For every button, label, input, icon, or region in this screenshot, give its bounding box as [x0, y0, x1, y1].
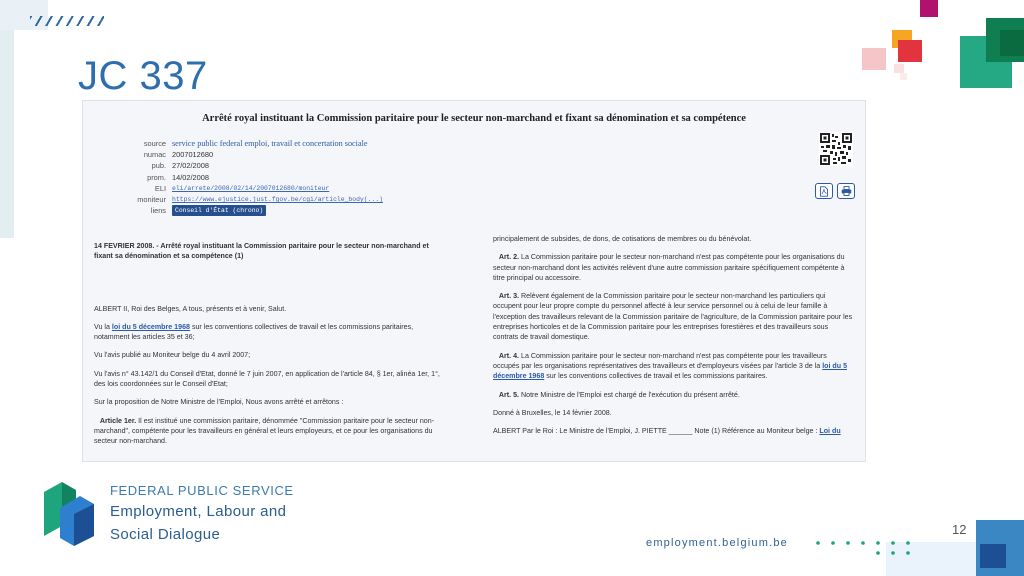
paragraph-albert: ALBERT II, Roi des Belges, A tous, présents et à venir, Salut.	[94, 304, 287, 313]
org-name-line2: Employment, Labour and	[110, 503, 287, 520]
loi-du-link[interactable]: Loi du	[819, 427, 841, 436]
qr-code-icon	[819, 132, 853, 166]
paragraph-vu-avis: Vu l'avis publié au Moniteur belge du 4 avril 2007;	[94, 351, 251, 360]
meta-row-source: source service public federal emploi, travail et concertation sociale	[143, 139, 368, 148]
dots-decoration	[816, 540, 916, 558]
paragraph-conseil-etat: Vu l'avis n° 43.142/1 du Conseil d'Etat, donné le 7 juin 2007, en application de l'article 84, § 1er, alinéa 1er, 1°, des lois coordonnées sur le Conseil d'Etat;	[94, 369, 440, 389]
meta-row-pub: pub. 27/02/2008	[151, 161, 209, 171]
print-icon	[841, 186, 852, 196]
website-url: employment.belgium.be	[646, 537, 788, 549]
org-name-line3: Social Dialogue	[110, 526, 221, 543]
paragraph-proposition: Sur la proposition de Notre Ministre de l'Emploi, Nous avons arrêté et arrêtons :	[94, 398, 344, 407]
source-link[interactable]: service public federal emploi, travail et concertation sociale	[172, 139, 368, 148]
meta-row-moniteur: moniteur https://www.ejustice.just.fgov.be/cgi/article_body(...)	[137, 195, 383, 205]
left-accent-bar	[0, 0, 14, 238]
article-1: Article 1er. Il est institué une commission paritaire, dénommée "Commission paritaire pour le secteur non-marchand", compétente pour les travailleurs en général et leurs employeurs, et ce pour les organisations du secteur non-marchand.	[94, 416, 435, 446]
meta-row-prom: prom. 14/02/2008	[147, 172, 209, 182]
meta-row-numac: numac 2007012680	[143, 150, 214, 160]
document-heading: Arrêté royal instituant la Commission paritaire pour le secteur non-marchand et fixant sa dénomination et sa compétence	[202, 113, 746, 124]
paragraph-signature: ALBERT Par le Roi : Le Ministre de l'Emploi, J. PIETTE ______ Note (1) Référence au Moniteur belge : Loi du	[493, 427, 841, 436]
meta-row-eli: ELI eli/arrete/2008/02/14/2007012680/moniteur	[154, 183, 330, 193]
corner-squares-decoration	[850, 0, 1024, 100]
eli-link[interactable]: eli/arrete/2008/02/14/2007012680/moniteur	[172, 184, 330, 192]
moniteur-link[interactable]: https://www.ejustice.just.fgov.be/cgi/article_body(...)	[172, 196, 383, 204]
paragraph-vu-loi: Vu la loi du 5 décembre 1968 sur les conventions collectives de travail et les commissions paritaires, notamment les articles 35 et 36;	[94, 322, 414, 342]
article-3: Art. 3. Relèvent également de la Commission paritaire pour le secteur non-marchand les particuliers qui occupent pour leur propre compte du personnel affecté à leur service personnel ou à celui de leur famille à l'exception des travailleurs relevant de la Commission paritaire de l'agriculture, de la Commission paritaire pour les entreprises horticoles et de la Commission paritaire pour les entreprises forestières et des travailleurs sous contrats de travail domestique.	[493, 292, 853, 342]
conseil-etat-badge[interactable]: Conseil d'État (chrono)	[172, 205, 266, 216]
print-button[interactable]	[837, 183, 855, 199]
page-number: 12	[952, 522, 967, 537]
paragraph-subsides: principalement de subsides, de dons, de cotisations de membres ou du bénévolat.	[493, 235, 752, 243]
pdf-button[interactable]	[815, 183, 833, 199]
meta-row-liens: liens Conseil d'État (chrono)	[123, 205, 383, 216]
org-name-line1: FEDERAL PUBLIC SERVICE	[110, 483, 294, 498]
metadata-table	[123, 138, 383, 216]
loi-1968-link-2[interactable]: loi du 5 décembre 1968	[493, 361, 848, 381]
slide-title: JC 337	[78, 54, 208, 98]
article-5: Art. 5. Notre Ministre de l'Emploi est chargé de l'exécution du présent arrêté.	[498, 390, 740, 399]
paragraph-donne: Donné à Bruxelles, le 14 février 2008.	[493, 408, 612, 417]
article-2: Art. 2. La Commission paritaire pour le secteur non-marchand n'est pas compétente pour les organisations du secteur non-marchand dont les activités relèvent d'une autre commission paritaire spécifiquement compétente à titre principal ou accessoire.	[493, 253, 845, 282]
loi-1968-link[interactable]: loi du 5 décembre 1968	[111, 322, 190, 331]
text-column-right	[493, 234, 853, 444]
article-4: Art. 4. La Commission paritaire pour le secteur non-marchand n'est pas compétente pour les travailleurs occupés par les organisations représentatives des travailleurs et d'employeurs visées par l'article 3 de la loi du 5 décembre 1968 sur les conventions collectives de travail et les commissions paritaires.	[493, 351, 848, 381]
text-column-left	[94, 241, 442, 455]
decree-title: 14 FEVRIER 2008. - Arrêté royal instituant la Commission paritaire pour le secteur non-marchand et fixant sa dénomination et sa compétence (1)	[94, 242, 429, 261]
document-panel	[82, 100, 866, 462]
hatch-decoration	[30, 16, 104, 26]
fps-logo-icon	[36, 478, 102, 548]
pdf-icon	[819, 186, 829, 197]
